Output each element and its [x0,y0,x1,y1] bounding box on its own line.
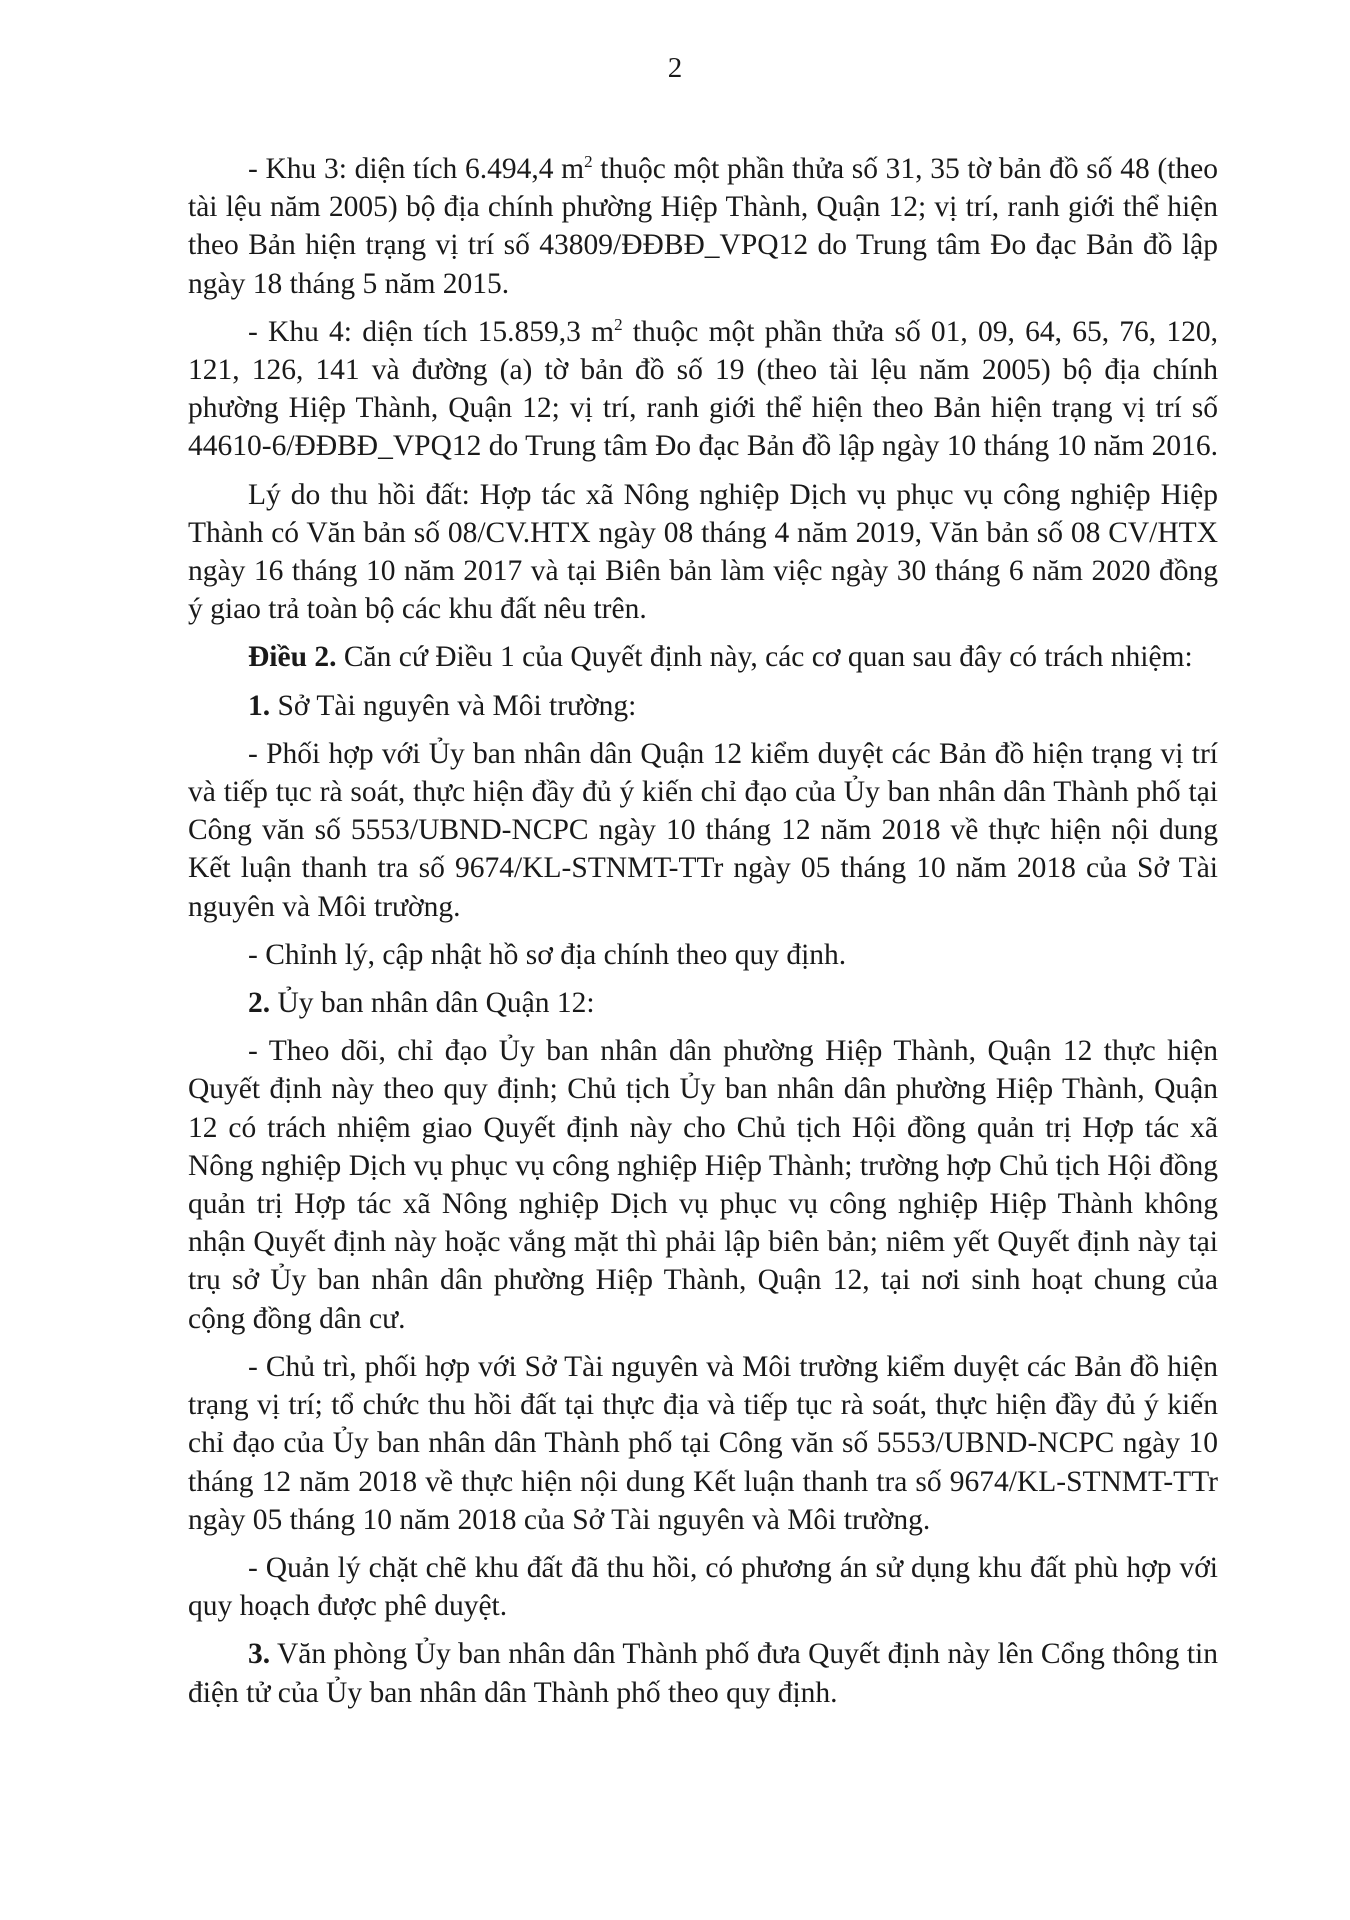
text: - Khu 4: diện tích 15.859,3 m [248,315,615,348]
item-number: 1. [248,689,271,722]
article-heading: Điều 2. [248,641,337,674]
text: Sở Tài nguyên và Môi trường: [270,689,637,722]
text: Văn phòng Ủy ban nhân dân Thành phố đưa Quyết định này lên Cổng thông tin điện tử của Ủy ban nhân dân Thành phố theo quy định. [188,1638,1218,1709]
item-number: 2. [248,987,271,1020]
paragraph-reason: Lý do thu hồi đất: Hợp tác xã Nông nghiệp Dịch vụ phục vụ công nghiệp Hiệp Thành có Văn bản số 08/CV.HTX ngày 08 tháng 4 năm 2019, Văn bản số 08 CV/HTX ngày 16 tháng 10 năm 2017 và tại Biên bản làm việc ngày 30 tháng 6 năm 2020 đồng ý giao trả toàn bộ các khu đất nêu trên. [188,478,1218,626]
document-body [188,150,1218,1722]
paragraph-item-1-task-2: - Chỉnh lý, cập nhật hồ sơ địa chính theo quy định. [248,938,847,971]
paragraph-item-2-task-1: - Theo dõi, chỉ đạo Ủy ban nhân dân phường Hiệp Thành, Quận 12 thực hiện Quyết định này theo quy định; Chủ tịch Ủy ban nhân dân phường Hiệp Thành, Quận 12 có trách nhiệm giao Quyết định này cho Chủ tịch Hội đồng quản trị Hợp tác xã Nông nghiệp Dịch vụ phục vụ công nghiệp Hiệp Thành; trường hợp Chủ tịch Hội đồng quản trị Hợp tác xã Nông nghiệp Dịch vụ phục vụ công nghiệp Hiệp Thành không nhận Quyết định này hoặc vắng mặt thì phải lập biên bản; niêm yết Quyết định này tại trụ sở Ủy ban nhân dân phường Hiệp Thành, Quận 12, tại nơi sinh hoạt chung của cộng đồng dân cư. [188,1035,1218,1335]
superscript: 2 [614,314,623,334]
paragraph-item-1-task-1: - Phối hợp với Ủy ban nhân dân Quận 12 kiểm duyệt các Bản đồ hiện trạng vị trí và tiếp tục rà soát, thực hiện đầy đủ ý kiến chỉ đạo của Ủy ban nhân dân Thành phố tại Công văn số 5553/UBND-NCPC ngày 10 tháng 12 năm 2018 về thực hiện nội dung Kết luận thanh tra số 9674/KL-STNMT-TTr ngày 05 tháng 10 năm 2018 của Sở Tài nguyên và Môi trường. [188,737,1218,923]
page-number: 2 [667,52,683,84]
paragraph-khu-3 [188,150,1218,303]
text: thuộc một phần thửa số 01, 09, 64, 65, 76, 120, 121, 126, 141 và đường (a) tờ bản đồ số 19 (theo tài lệu năm 2005) bộ địa chính phường Hiệp Thành, Quận 12; vị trí, ranh giới thể hiện theo Bản hiện trạng vị trí số 44610-6/ĐĐBĐ_VPQ12 do Trung tâm Đo đạc Bản đồ lập ngày 10 tháng 10 năm 2016. [188,315,1218,463]
text: Căn cứ Điều 1 của Quyết định này, các cơ quan sau đây có trách nhiệm: [336,641,1193,674]
item-number: 3. [248,1638,271,1671]
paragraph-item-2-task-2: - Chủ trì, phối hợp với Sở Tài nguyên và Môi trường kiểm duyệt các Bản đồ hiện trạng vị trí; tổ chức thu hồi đất tại thực địa và tiếp tục rà soát, thực hiện đầy đủ ý kiến chỉ đạo của Ủy ban nhân dân Thành phố tại Công văn số 5553/UBND-NCPC ngày 10 tháng 12 năm 2018 về thực hiện nội dung Kết luận thanh tra số 9674/KL-STNMT-TTr ngày 05 tháng 10 năm 2018 của Sở Tài nguyên và Môi trường. [188,1350,1218,1536]
paragraph-item-2 [188,984,1218,1022]
text: - Khu 3: diện tích 6.494,4 m [248,153,585,185]
text: Ủy ban nhân dân Quận 12: [270,987,595,1020]
paragraph-item-3 [188,1635,1218,1711]
paragraph-khu-4 [188,313,1218,466]
paragraph-item-2-task-3: - Quản lý chặt chẽ khu đất đã thu hồi, có phương án sử dụng khu đất phù hợp với quy hoạch được phê duyệt. [188,1551,1218,1623]
text: thuộc một phần thửa số 31, 35 tờ bản đồ số 48 (theo tài lệu năm 2005) bộ địa chính phường Hiệp Thành, Quận 12; vị trí, ranh giới thể hiện theo Bản hiện trạng vị trí số 43809/ĐĐBĐ_VPQ12 do Trung tâm Đo đạc Bản đồ lập ngày 18 tháng 5 năm 2015. [188,153,1218,300]
paragraph-article-2 [188,638,1218,676]
superscript: 2 [584,152,593,172]
paragraph-item-1 [188,687,1218,725]
